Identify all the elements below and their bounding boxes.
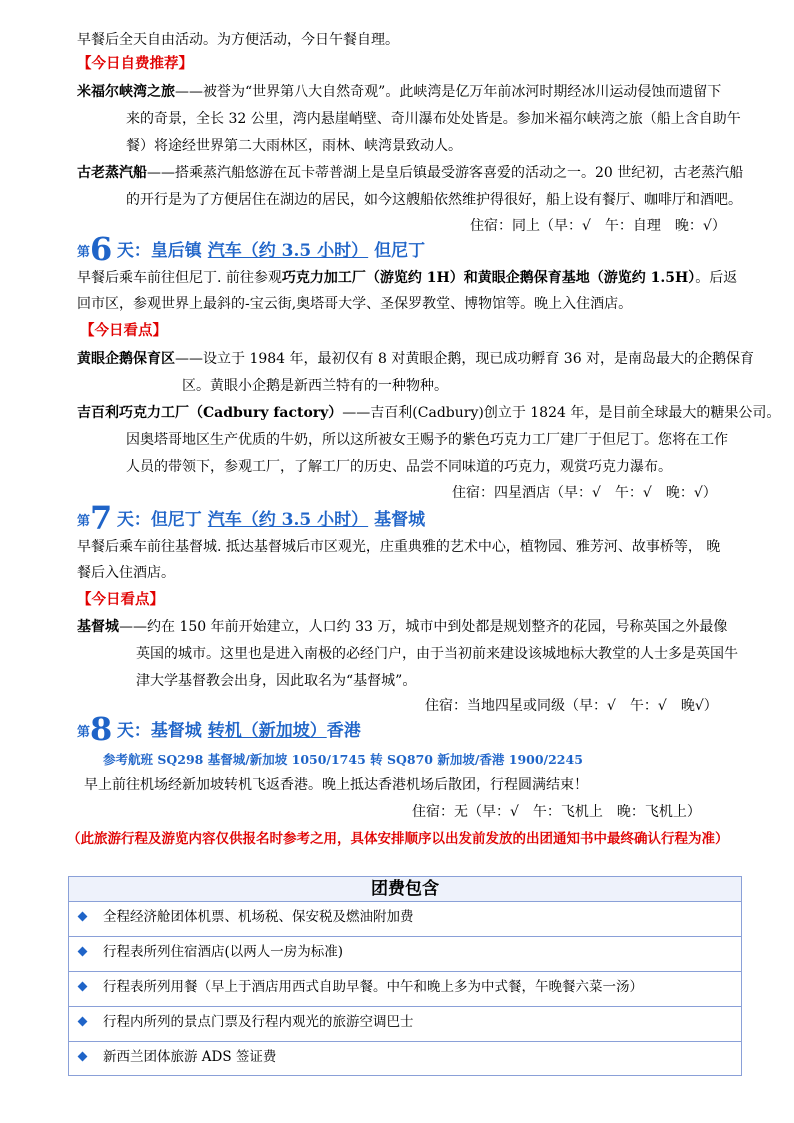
day6-desc1: 早餐后乘车前往但尼丁. 前往参观巧克力加工厂（游览约 1H）和黄眼企鹅保育基地（游览约 1.5H）。后返 — [77, 270, 738, 286]
fee-item-text: 行程表所列用餐（早上于酒店用西式自助早餐。中午和晚上多为中式餐，午晚餐六菜一汤） — [103, 979, 643, 995]
fee-row — [69, 937, 741, 972]
day6-item1-name: 黄眼企鹅保育区 — [77, 351, 175, 367]
day6-header: 【今日看点】 — [80, 322, 167, 339]
day5-item1-name: 米福尔峡湾之旅 — [77, 84, 175, 100]
day7-item1-line1: 基督城——约在 150 年前开始建立，人口约 33 万，城市中到处都是规划整齐的花园，号称英国之外最像 — [77, 619, 728, 635]
fee-item-text: 行程内所列的景点门票及行程内观光的旅游空调巴士 — [103, 1014, 414, 1030]
day7-desc2: 餐后入住酒店。 — [77, 565, 175, 581]
fee-row — [69, 1042, 741, 1075]
day8-desc: 早上前往机场经新加坡转机飞返香港。晚上抵达香港机场后散团，行程圆满结束！ — [84, 777, 588, 793]
fee-item-text: 新西兰团体旅游 ADS 签证费 — [103, 1049, 277, 1065]
fee-item-text: 全程经济舱团体机票、机场税、保安税及燃油附加费 — [103, 909, 414, 925]
fee-row — [69, 902, 741, 937]
day6-heading: 第6 天：皇后镇 汽车（约 3.5 小时） 但尼丁 — [77, 230, 426, 268]
day5-optional-header: 【今日自费推荐】 — [77, 55, 193, 72]
day6-desc2: 回市区，参观世界上最斜的-宝云街,奥塔哥大学、圣保罗教堂、博物馆等。晚上入住酒店。 — [77, 296, 633, 312]
day6-item2-name: 吉百利巧克力工厂（Cadbury factory） — [77, 405, 343, 421]
day7-heading: 第7 天：但尼丁 汽车（约 3.5 小时） 基督城 — [77, 499, 426, 537]
itinerary-note: （此旅游行程及游览内容仅供报名时参考之用，具体安排顺序以出发前发放的出团通知书中最终确认行程为准） — [67, 831, 729, 847]
day5-item1-line3: 餐）将途经世界第二大雨林区，雨林、峡湾景致动人。 — [126, 138, 462, 154]
day6-item2-line2: 因奥塔哥地区生产优质的牛奶，所以这所被女王赐予的紫色巧克力工厂建厂于但尼丁。您将在工作 — [126, 432, 728, 448]
day7-item1-name: 基督城 — [77, 619, 119, 635]
day7-item1-line3: 津大学基督教会出身，因此取名为“基督城”。 — [136, 673, 417, 689]
diamond-bullet-icon — [78, 947, 88, 957]
day6-stay: 住宿：四星酒店（早：√ 午：√ 晚：√） — [452, 485, 717, 501]
day6-item1-line1: 黄眼企鹅保育区——设立于 1984 年，最初仅有 8 对黄眼企鹅，现已成功孵育 36 对，是南岛最大的企鹅保育 — [77, 351, 755, 367]
day6-item1-line2: 区。黄眼小企鹅是新西兰特有的一种物种。 — [182, 378, 448, 394]
fee-item-text: 行程表所列住宿酒店(以两人一房为标准) — [103, 944, 344, 960]
day7-item1-line2: 英国的城市。这里也是进入南极的必经门户，由于当初前来建设该城地标大教堂的人士多是英国牛 — [136, 646, 738, 662]
day5-intro: 早餐后全天自由活动。为方便活动，今日午餐自理。 — [77, 32, 399, 48]
fee-row — [69, 1007, 741, 1042]
diamond-bullet-icon — [78, 1052, 88, 1062]
day8-heading: 第8 天：基督城 转机（新加坡）香港 — [77, 710, 361, 748]
day5-item2-line1: 古老蒸汽船——搭乘蒸汽船悠游在瓦卡蒂普湖上是皇后镇最受游客喜爱的活动之一。20 世纪初，古老蒸汽船 — [77, 165, 744, 181]
day7-header: 【今日看点】 — [77, 591, 164, 608]
day8-stay: 住宿：无（早：√ 午：飞机上 晚：飞机上） — [412, 804, 701, 820]
diamond-bullet-icon — [78, 982, 88, 992]
day8-flight: 参考航班 SQ298 基督城/新加坡 1050/1745 转 SQ870 新加坡/香港 1900/2245 — [103, 752, 583, 767]
fee-table-title: 团费包含 — [69, 877, 741, 902]
fee-table — [68, 876, 742, 1076]
day7-stay: 住宿：当地四星或同级（早：√ 午：√ 晚√） — [425, 698, 718, 714]
day5-item1-line2: 来的奇景，全长 32 公里，湾内悬崖峭壁、奇川瀑布处处皆是。参加米福尔峡湾之旅（船上含自助午 — [126, 111, 741, 127]
day5-item1-line1: 米福尔峡湾之旅——被誉为“世界第八大自然奇观”。此峡湾是亿万年前冰河时期经冰川运动侵蚀而遗留下 — [77, 84, 722, 100]
day5-stay: 住宿：同上（早：√ 午：自理 晚：√） — [470, 218, 726, 234]
diamond-bullet-icon — [78, 1017, 88, 1027]
day6-item2-line3: 人员的带领下，参观工厂，了解工厂的历史、品尝不同味道的巧克力，观赏巧克力瀑布。 — [126, 459, 672, 475]
day7-desc1: 早餐后乘车前往基督城. 抵达基督城后市区观光，庄重典雅的艺术中心，植物园、雅芳河、故事桥等， 晚 — [77, 539, 721, 555]
day6-item2-line1: 吉百利巧克力工厂（Cadbury factory）——吉百利(Cadbury)创立于 1824 年，是目前全球最大的糖果公司。 — [77, 405, 781, 421]
day5-item2-line2: 的开行是为了方便居住在湖边的居民，如今这艘船依然维护得很好，船上设有餐厅、咖啡厅和酒吧。 — [126, 192, 742, 208]
fee-row — [69, 972, 741, 1007]
diamond-bullet-icon — [78, 912, 88, 922]
day5-item2-name: 古老蒸汽船 — [77, 165, 147, 181]
